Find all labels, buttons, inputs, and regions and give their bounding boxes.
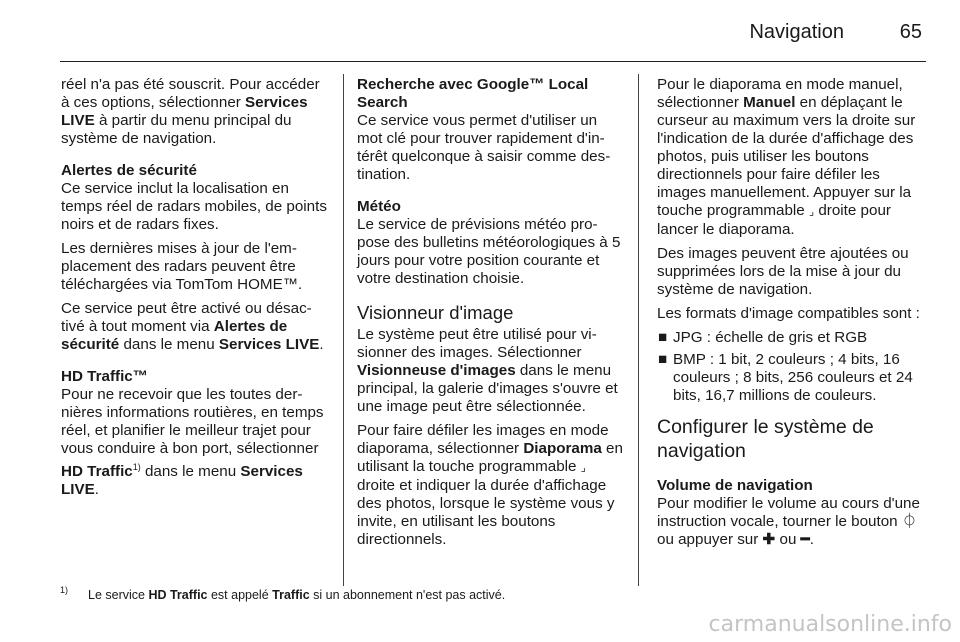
minus-icon: ━ — [800, 531, 810, 548]
page-number: 65 — [899, 21, 922, 43]
section-title: Navigation — [749, 21, 844, 43]
column-3 — [657, 76, 927, 555]
viewer-paragraph-1: Le système peut être utilisé pour visionner des images. Sélectionner Visionneuse d'images dans le menu principal, la galerie d'images s'ouvre et une image peut être sélectionnée. — [357, 326, 618, 415]
column-2 — [357, 76, 623, 555]
volume-paragraph: Pour modifier le volume au cours d'une instruction vocale, tourner le bouton ⏀ ou appuyer sur ✚ ou ━. — [657, 495, 920, 548]
alerts-paragraph-1: Ce service inclut la localisation en temps réel de radars mobiles, de points noirs et de radars fixes. — [61, 180, 327, 233]
column-1 — [61, 76, 327, 505]
column-divider-2 — [638, 74, 639, 586]
formats-paragraph: Les formats d'image compatibles sont : — [657, 305, 920, 322]
footnote-ref: 1) — [132, 462, 141, 472]
formats-list — [657, 329, 927, 405]
softkey-icon: ⌟ — [580, 462, 586, 474]
config-heading: Configurer le système de navigation — [657, 416, 874, 462]
knob-icon: ⏀ — [901, 513, 918, 530]
viewer-paragraph-2: Pour faire défiler les images en mode diaporama, sélectionner Diaporama en utilisant la touche programmable ⌟ droite et indiquer la durée d'affichage des photos, lorsque le système vous y invite, en utilisant les boutons directionnels. — [357, 422, 623, 548]
softkey-icon: ⌟ — [808, 206, 815, 218]
column-divider-1 — [343, 74, 344, 586]
alerts-heading: Alertes de sécurité — [61, 162, 197, 179]
bullet-square-icon: ■ — [658, 329, 668, 346]
footnote-mark: 1) — [60, 585, 69, 595]
viewer-heading: Visionneur d'image — [357, 302, 514, 323]
bullet-square-icon: ■ — [658, 351, 668, 368]
list-item: ■ JPG : échelle de gris et RGB — [658, 329, 868, 346]
manual-paragraph: Pour le diaporama en mode manuel, sélectionner Manuel en déplaçant le curseur au maximum vers la droite sur l'indication de la durée d'affichage des photos, puis utiliser les boutons directionnels pour faire défiler les images manuellement. Appuyer sur la touche programmable ⌟ droite pour lancer le diaporama. — [657, 76, 916, 238]
traffic-heading: HD Traffic™ — [61, 368, 148, 385]
list-item: ■ BMP : 1 bit, 2 couleurs ; 4 bits, 16 couleurs ; 8 bits, 256 couleurs et 24 bits, 16,7 millions de couleurs. — [658, 351, 913, 404]
plus-icon: ✚ — [762, 531, 776, 548]
watermark: carmanualsonline.info — [708, 612, 952, 637]
images-paragraph: Des images peuvent être ajoutées ou supprimées lors de la mise à jour du système de navigation. — [657, 245, 909, 298]
footnote-text: Le service HD Traffic est appelé Traffic si un abonnement n'est pas activé. — [88, 588, 506, 602]
header-rule — [60, 61, 926, 62]
alerts-paragraph-3: Ce service peut être activé ou désactivé à tout moment via Alertes de sécurité dans le menu Services LIVE. — [61, 300, 324, 353]
page-header — [60, 0, 926, 62]
meteo-heading: Météo — [357, 198, 401, 215]
volume-heading: Volume de navigation — [657, 477, 813, 494]
intro-paragraph: réel n'a pas été souscrit. Pour accéder à ces options, sélectionner Services LIVE à partir du menu principal du système de navigation. — [61, 76, 320, 147]
traffic-paragraph: Pour ne recevoir que les toutes dernières informations routières, en temps réel, et planifier le meilleur trajet pour vous conduire à bon port, sélectionner HD Traffic$^{1)}$ dans le menu Services LIVE. — [61, 386, 324, 499]
meteo-paragraph: Le service de prévisions météo propose des bulletins météorologiques à 5 jours pour votre position courante et votre destination choisie. — [357, 216, 621, 287]
alerts-paragraph-2: Les dernières mises à jour de l'emplacement des radars peuvent être téléchargées via TomTom HOME™. — [61, 240, 303, 293]
google-paragraph: Ce service vous permet d'utiliser un mot clé pour trouver rapidement d'intérêt quelconque à saisir comme destination. — [357, 112, 611, 183]
google-heading: Recherche avec Google™ Local Search — [357, 76, 589, 111]
